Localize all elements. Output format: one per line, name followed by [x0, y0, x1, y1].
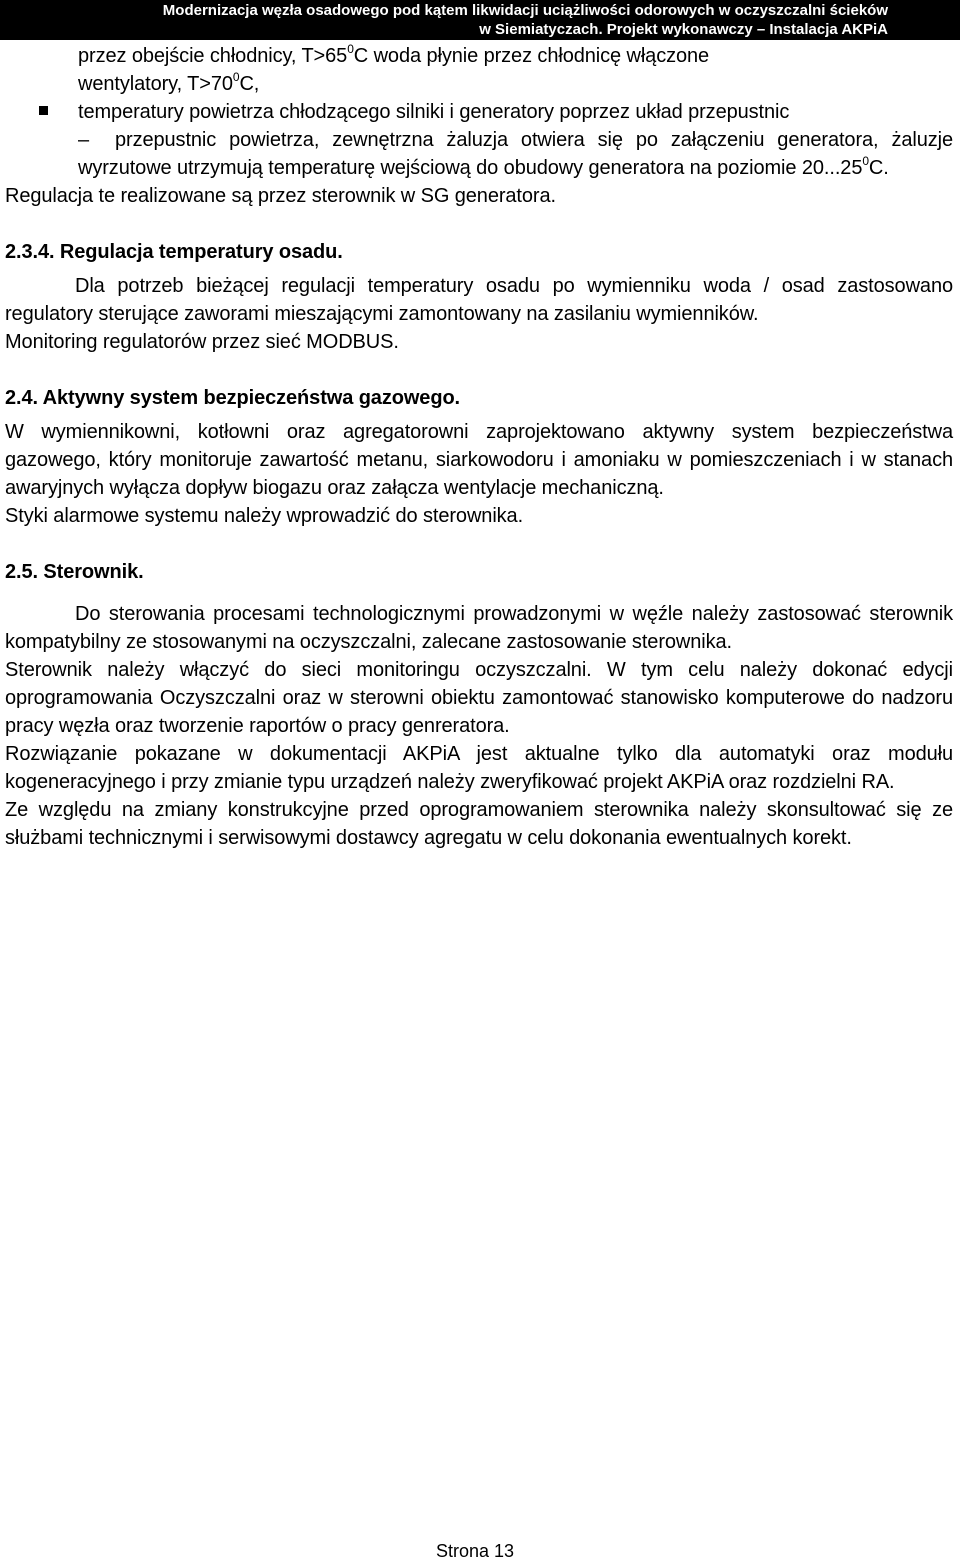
square-bullet-icon	[39, 106, 48, 115]
header-line-2: w Siemiatyczach. Projekt wykonawczy – Instalacja AKPiA	[479, 21, 888, 38]
bullet-item-air-temperature	[5, 98, 953, 126]
regulation-note: Regulacja te realizowane są przez sterownik w SG generatora.	[5, 185, 556, 207]
intro-line-2: wentylatory, $T>70^0C$,	[78, 70, 260, 95]
section-2-5-paragraph-1: Do sterowania procesami technologicznymi prowadzonymi w węźle należy zastosować sterownik kompatybilny ze stosowanymi na oczyszczalni, zalecane zastosowanie sterownika.	[5, 603, 953, 653]
document-header	[0, 0, 960, 40]
section-2-5-paragraph-3: Rozwiązanie pokazane w dokumentacji AKPiA jest aktualne tylko dla automatyki oraz modułu kogeneracyjnego i przy zmianie typu urządzeń należy zweryfikować projekt AKPiA oraz rozdzielni RA.	[5, 743, 953, 793]
section-2-3-4-paragraph-2: Monitoring regulatorów przez sieć MODBUS.	[5, 331, 399, 353]
section-heading-2-4: 2.4. Aktywny system bezpieczeństwa gazowego.	[5, 387, 461, 409]
header-line-1: Modernizacja węzła osadowego pod kątem likwidacji uciążliwości odorowych w oczyszczalni ścieków	[162, 2, 888, 19]
bullet-body: przepustnic powietrza, zewnętrzna żaluzja otwiera się po załączeniu generatora, żaluzje wyrzutowe utrzymują temperaturę wejściową do obudowy generatora na poziomie 20...25$^0$C.	[78, 129, 953, 179]
intro-line-1: przez obejście chłodnicy, $T>65^0C$ woda płynie przez chłodnicę włączone	[78, 42, 710, 67]
page-number: Strona 13	[435, 1541, 515, 1561]
page-footer	[0, 1540, 960, 1562]
bullet-first-line: temperatury powietrza chłodzącego silniki i generatory poprzez układ przepustnic	[78, 101, 790, 123]
document-body	[5, 42, 953, 852]
section-2-3-4-paragraph-1: Dla potrzeb bieżącej regulacji temperatury osadu po wymienniku woda / osad zastosowano regulatory sterujące zaworami mieszającymi zamontowany na zasilaniu wymienników.	[5, 275, 953, 325]
dash-mark: –	[78, 129, 90, 151]
section-2-5-paragraph-2: Sterownik należy włączyć do sieci monitoringu oczyszczalni. W tym celu należy dokonać edycji oprogramowania Oczyszczalni oraz w sterowni obiektu zamontować stanowisko komputerowe do nadzoru pracy węzła oraz tworzenie raportów o pracy genreratora.	[5, 659, 953, 737]
bullet-continuation	[5, 126, 953, 182]
section-2-4-paragraph-1: W wymiennikowni, kotłowni oraz agregatorowni zaprojektowano aktywny system bezpieczeństwa gazowego, który monitoruje zawartość metanu, siarkowodoru i amoniaku w pomieszczeniach i w stanach awaryjnych wyłącza dopływ biogazu oraz załącza wentylacje mechaniczną.	[5, 421, 953, 499]
section-2-4-paragraph-2: Styki alarmowe systemu należy wprowadzić do sterownika.	[5, 505, 524, 527]
section-2-5-paragraph-4: Ze względu na zmiany konstrukcyjne przed oprogramowaniem sterownika należy skonsultować się ze służbami technicznymi i serwisowymi dostawcy agregatu w celu dokonania ewentualnych korekt.	[5, 799, 953, 849]
section-heading-2-3-4: 2.3.4. Regulacja temperatury osadu.	[5, 241, 343, 263]
section-heading-2-5: 2.5. Sterownik.	[5, 561, 144, 583]
